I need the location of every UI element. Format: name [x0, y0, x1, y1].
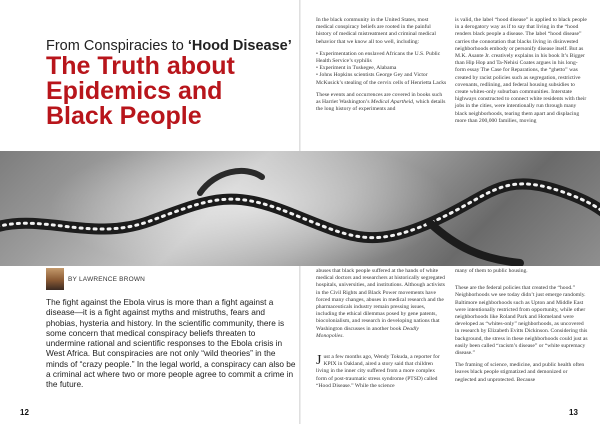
column-b-top: [455, 17, 588, 130]
books-text: These events and occurrences are covered in books such as Harriet Washington’s: [316, 91, 443, 106]
book-title: Deadly Monopolies: [316, 325, 419, 339]
framing-paragraph: The framing of science, medicine, and public health often leaves black people stigmatized and demonized or neglected and unprotected. Because: [455, 362, 585, 383]
column-a-bottom: [316, 268, 447, 395]
lead-paragraph: The fight against the Ebola virus is more than a fight against a disease—it is a fight against myths and mistruths, fears and phobias, hysteria and history. In the scientific community, there is some concern that medical conspiracy beliefs threaten to undermine rational and scientific responses to the Ebola crisis in West Africa. But conspiracies are not only “wild theories” in the minds of “crazy people.” In the legal world, a conspiracy can also be a criminal act where two or more people agree to commit a crime in the future.: [46, 297, 296, 390]
intro-paragraph: In the black community in the United States, most medical conspiracy beliefs are rooted in the painful history of medical mistreatment and criminal medical behavior that we know all too well, including:: [316, 17, 436, 45]
hood-paragraph: is valid, the label “hood disease” is applied to black people in a derogatory way as if to say that living in the “hood renders black people a disease. The label “hood disease” carries the connotation that blacks living in disinvested neighborhoods embody or personify disease itself. But as M.K. Asante Jr. creatively explains in his book It’s Bigger than Hip Hop and Ta-Nehisi Coates argues in his long-form essay The Case for Reparations, the “ghetto” was created by racist policies such as segregation, restrictive covenants, redlining, and federal housing subsidies to create whites-only suburban communities. Interstate highways constructed to connect white residents with their jobs in the cities, were intentionally run through many black neighborhoods, tearing them apart and displacing more than 200,000 families, moving: [455, 17, 587, 124]
drop-cap: J: [316, 353, 322, 369]
public-housing-paragraph: many of them to public housing.: [455, 268, 528, 274]
list-item: • Johns Hopkins scientists George Gey and Victor McKusick’s stealing of the cervix cells of Henrietta Lacks: [316, 72, 447, 86]
tokuda-text: ust a few months ago, Wendy Tokuda, a reporter for KPIX in Oakland, aired a story said that children living in the inner city suffered from a more complex form of post-traumatic stress syndrome (PTSD) called “Hood Disease.” While the science: [316, 354, 440, 389]
headline-line-2: Epidemics and: [46, 77, 223, 105]
kicker-emphasis: ‘Hood Disease’: [187, 38, 292, 54]
headline-line-3: Black People: [46, 102, 202, 130]
abuses-text-end: .: [342, 332, 344, 339]
books-paragraph: [316, 92, 447, 114]
author-photo: [46, 268, 64, 290]
books-text-end: , which details the long history of experiments and: [316, 99, 446, 113]
byline: BY LAWRENCE BROWN: [68, 276, 146, 283]
book-title: Medical Apartheid: [370, 99, 413, 106]
list-item: • Experiment in Tuskegee, Alabama: [316, 65, 397, 72]
ebola-micrograph: [0, 151, 600, 266]
abuses-text: abuses that black people suffered at the hands of white medical doctors and researchers at historically segregated hospitals, universities, and institutions. Although activists in the Civil Rights and Black Power movements have forced many changes, abuses in medical research and the pharmaceuticals industry remain pressing issues, including the ethical dilemmas posed by gene patents, biocolonialism, and research in developing nations that Washington discusses in another book: [316, 268, 445, 332]
abuses-paragraph: [316, 268, 447, 340]
headline: [46, 54, 301, 129]
page-number-right: 13: [569, 408, 578, 417]
page-number-left: 12: [20, 408, 29, 417]
headline-line-1: The Truth about: [46, 52, 235, 80]
column-b-bottom: [455, 268, 588, 389]
kicker-prefix: From Conspiracies to: [46, 38, 188, 54]
list-item: • Experimentation on enslaved Africans the U.S. Public Health Service’s syphilis: [316, 50, 441, 65]
tokuda-paragraph: [316, 354, 447, 390]
virus-filament-image: [0, 151, 600, 266]
column-a-top: [316, 17, 447, 118]
federal-policies-paragraph: These are the federal policies that created the “hood.” Neighborhoods we see today didn’t just emerge randomly. Baltimore neighborhoods such as Upton and Middle East were intentionally restricted from opportunity, while other neighborhoods like Roland Park and Homeland were developed as “whites-only” neighborhoods, as uncovered in research by Elizabeth Evitts Dickinson. Considering this background, the stress in these neighborhoods could just as easily been called “racism’s disease” or “white supremacy disease.”: [455, 285, 588, 357]
abuse-list: [316, 51, 447, 87]
